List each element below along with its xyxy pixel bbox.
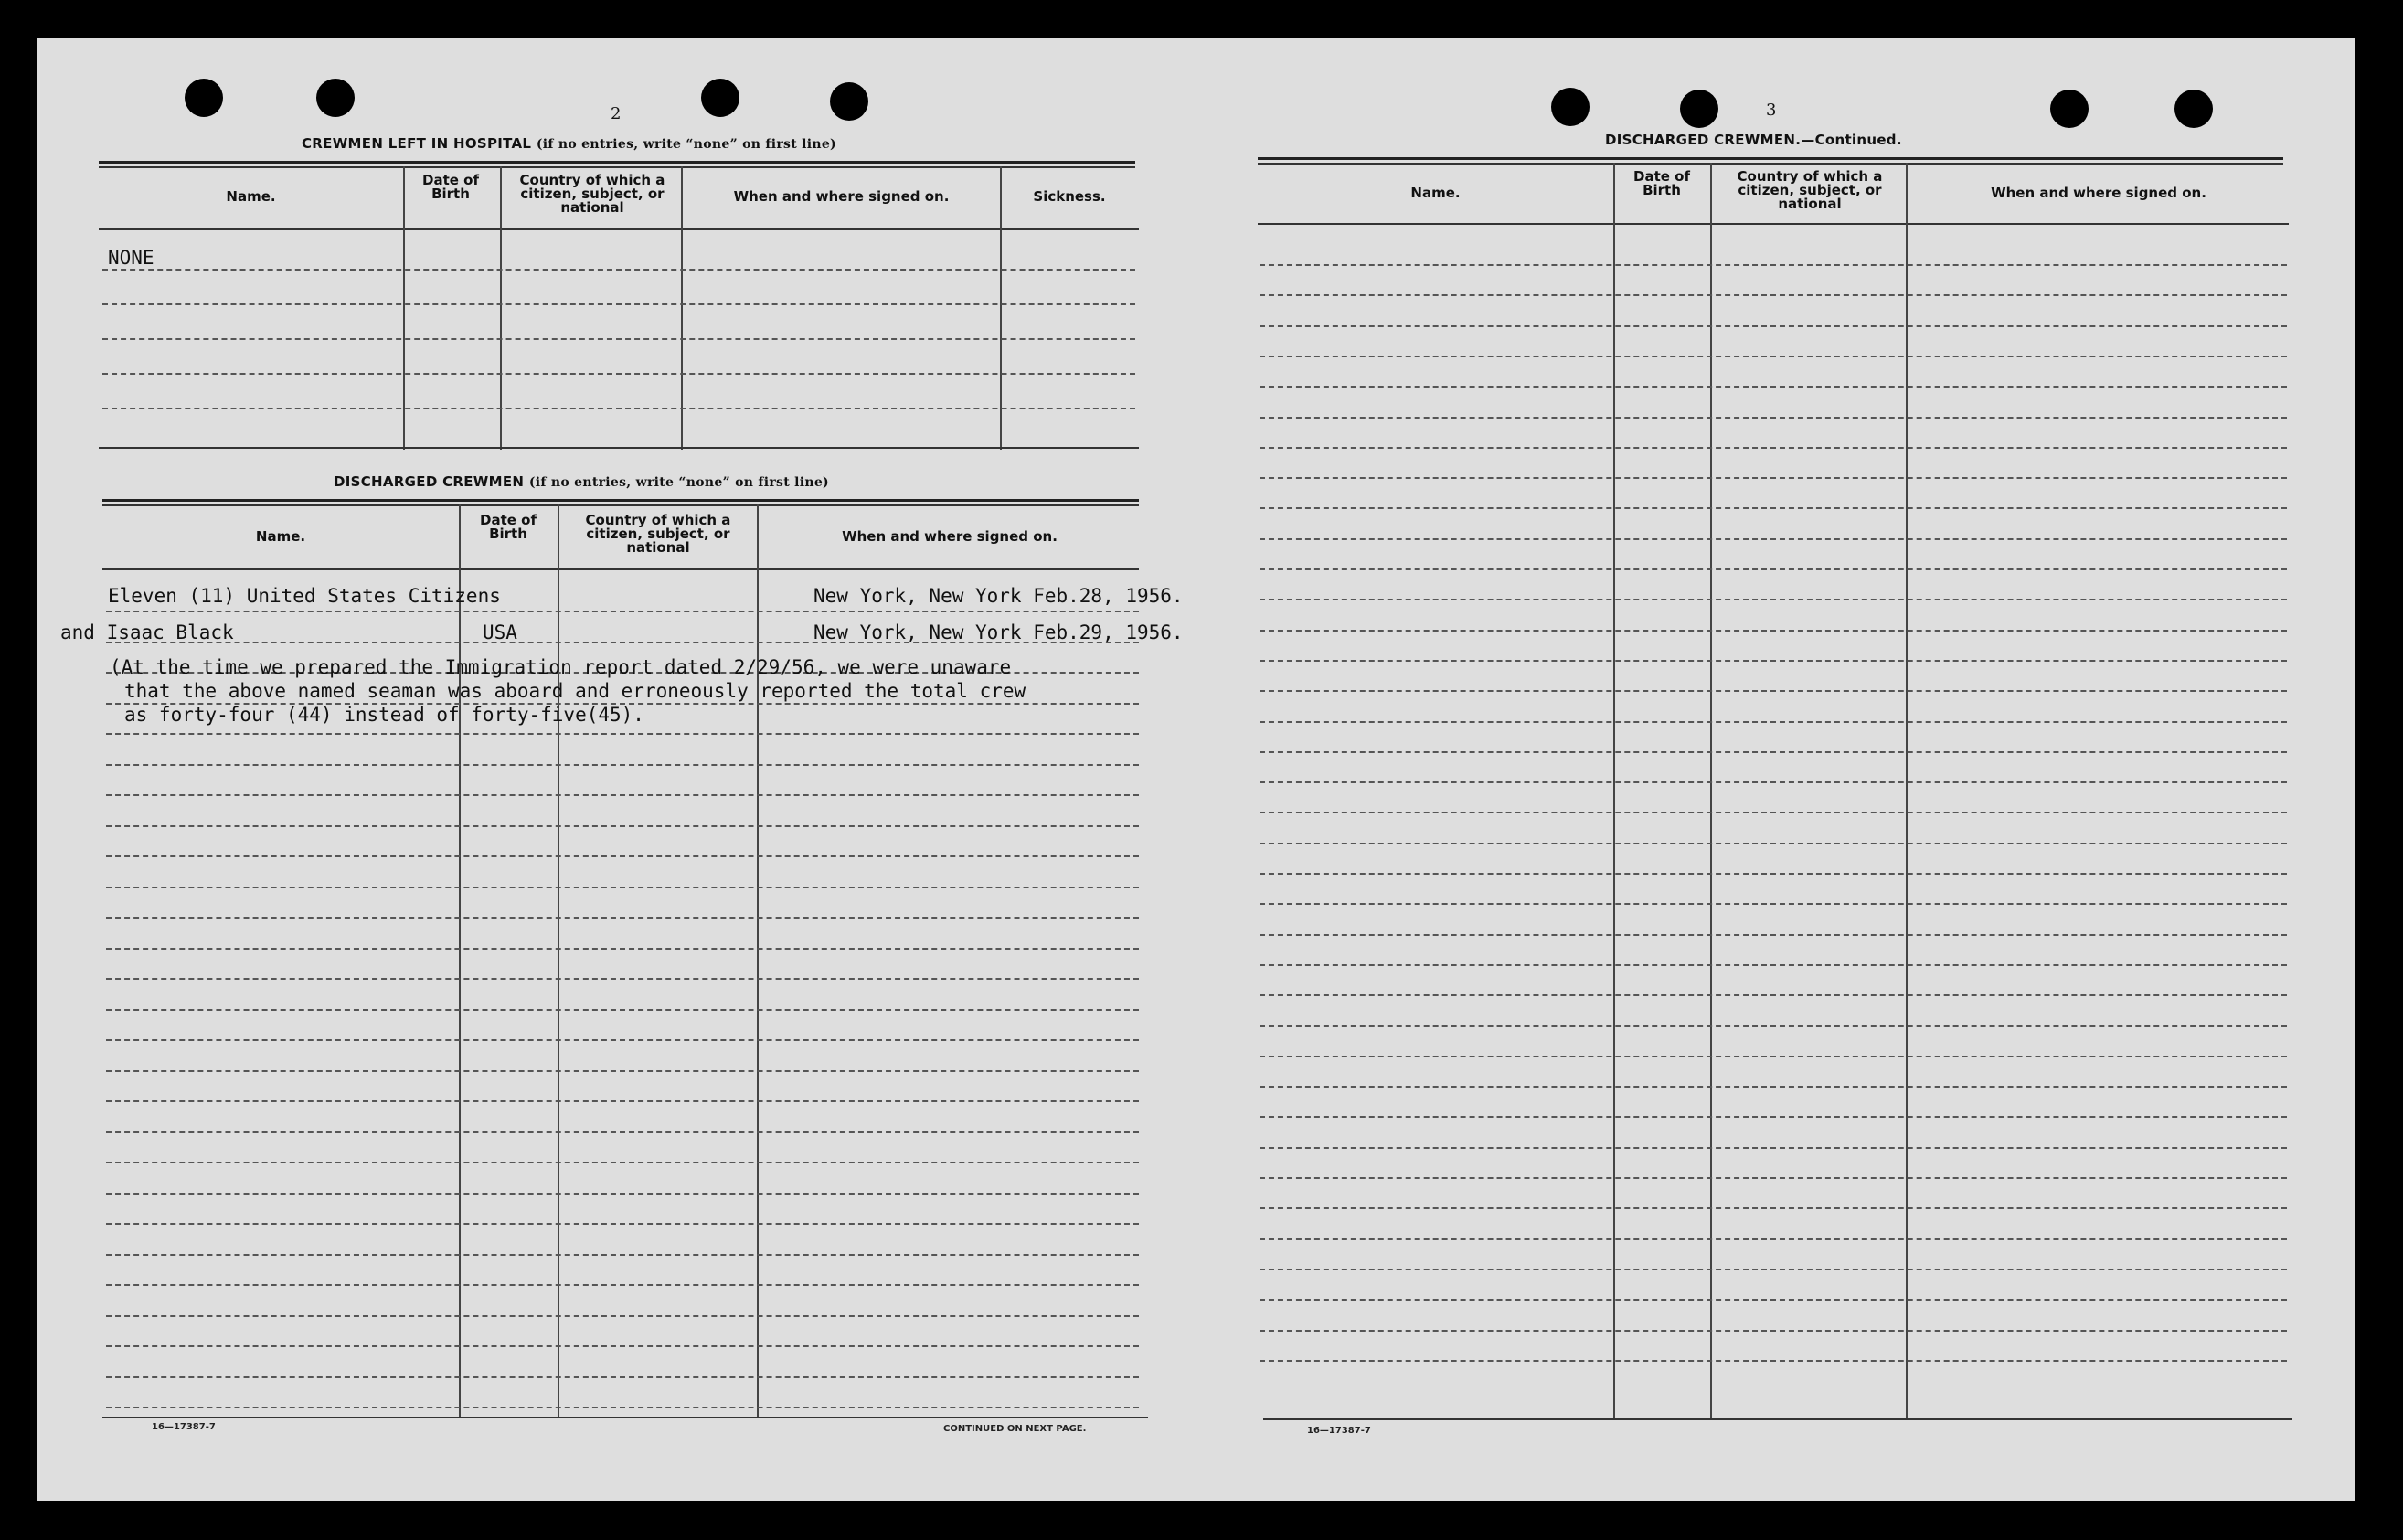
form-dotted-line (106, 917, 1139, 919)
form-dotted-line (1260, 264, 2287, 266)
hospital-title-note: (if no entries, write “none” on first line) (536, 137, 836, 152)
discharged-row2-country: USA (483, 621, 517, 643)
form-dotted-line (1260, 1360, 2287, 1362)
hospital-col-dob-header: Date of Birth (422, 172, 479, 202)
form-dotted-line (106, 611, 1139, 612)
form-dotted-line (102, 373, 1135, 375)
punch-hole (316, 79, 355, 117)
discharged-header-rule (102, 568, 1139, 570)
form-dotted-line (1260, 660, 2287, 662)
punch-hole (830, 82, 868, 121)
form-dotted-line (1260, 507, 2287, 509)
punch-hole (701, 79, 739, 117)
form-dotted-line (102, 303, 1135, 305)
right-col-dob-header: Date of Birth (1633, 168, 1690, 198)
right-col-when-header: When and where signed on. (1991, 185, 2206, 201)
discharged-col-name-header: Name. (255, 528, 306, 545)
discharged-note-line-3: as forty-four (44) instead of forty-five(45). (124, 704, 644, 726)
form-number-left: 16—17387-7 (152, 1422, 216, 1432)
hospital-col-when-header: When and where signed on. (733, 188, 950, 205)
form-dotted-line (106, 764, 1139, 766)
discharged-row2-name: and Isaac Black (60, 621, 234, 643)
form-dotted-line (1260, 447, 2287, 449)
right-col-divider (1906, 163, 1908, 1420)
form-dotted-line (106, 1407, 1139, 1408)
form-dotted-line (106, 1315, 1139, 1317)
form-dotted-line (1260, 325, 2287, 327)
discharged-row2-when-where: New York, New York Feb.29, 1956. (813, 621, 1184, 643)
right-col-divider (1710, 163, 1712, 1420)
punch-hole (2050, 90, 2089, 128)
form-dotted-line (1260, 812, 2287, 813)
form-dotted-line (1260, 599, 2287, 600)
hospital-top-rule-2 (99, 166, 1135, 168)
right-header-rule (1258, 223, 2289, 225)
form-dotted-line (106, 978, 1139, 980)
form-dotted-line (1260, 843, 2287, 844)
form-dotted-line (1260, 1086, 2287, 1088)
discharged-note-line-2: that the above named seaman was aboard and erroneously reported the total crew (124, 680, 1026, 702)
punch-hole (2174, 90, 2213, 128)
form-dotted-line (1260, 781, 2287, 783)
right-col-name-header: Name. (1410, 185, 1461, 201)
form-dotted-line (1260, 1207, 2287, 1209)
discharged-col-dob-header: Date of Birth (480, 512, 537, 542)
hospital-title-text: CREWMEN LEFT IN HOSPITAL (302, 135, 532, 152)
form-dotted-line (1260, 1025, 2287, 1027)
form-dotted-line (106, 1131, 1139, 1133)
form-dotted-line (106, 948, 1139, 950)
form-dotted-line (1260, 538, 2287, 540)
hospital-entry-none: NONE (108, 247, 154, 269)
form-sheet (37, 38, 2355, 1501)
right-col-divider (1613, 163, 1615, 1420)
form-dotted-line (1260, 356, 2287, 357)
form-dotted-line (1260, 903, 2287, 905)
form-dotted-line (102, 269, 1135, 271)
continued-note: CONTINUED ON NEXT PAGE. (943, 1424, 1087, 1434)
discharged-col-when-header: When and where signed on. (842, 528, 1058, 545)
hospital-col-name-header: Name. (226, 188, 276, 205)
form-dotted-line (1260, 294, 2287, 296)
right-bottom-rule (1263, 1418, 2292, 1420)
page-number-right: 3 (1766, 101, 1777, 120)
form-dotted-line (106, 1193, 1139, 1195)
form-dotted-line (1260, 1147, 2287, 1149)
punch-hole (185, 79, 223, 117)
form-dotted-line (1260, 386, 2287, 388)
discharged-section-title (334, 473, 829, 490)
form-dotted-line (1260, 1299, 2287, 1301)
form-dotted-line (106, 1070, 1139, 1072)
discharged-top-rule-2 (102, 504, 1139, 506)
hospital-header-rule (99, 228, 1139, 230)
hospital-col-sickness-header: Sickness. (1033, 188, 1106, 205)
form-dotted-line (106, 733, 1139, 735)
hospital-top-rule (99, 161, 1135, 164)
form-dotted-line (106, 1039, 1139, 1041)
form-number-right: 16—17387-7 (1307, 1426, 1371, 1436)
right-col-country-header: Country of which a citizen, subject, or national (1737, 168, 1883, 212)
form-dotted-line (1260, 568, 2287, 570)
form-dotted-line (106, 1254, 1139, 1256)
page-number-left: 2 (611, 104, 622, 123)
form-dotted-line (106, 887, 1139, 888)
form-dotted-line (1260, 751, 2287, 753)
form-dotted-line (1260, 964, 2287, 966)
form-dotted-line (106, 1009, 1139, 1011)
form-dotted-line (102, 408, 1135, 409)
right-top-rule-2 (1258, 163, 2283, 165)
form-dotted-line (1260, 690, 2287, 692)
form-dotted-line (106, 1223, 1139, 1225)
hospital-bottom-rule (99, 447, 1139, 449)
form-dotted-line (1260, 1177, 2287, 1179)
form-dotted-line (106, 1284, 1139, 1286)
discharged-note-line-1: (At the time we prepared the Immigration report dated 2/29/56, we were unaware (110, 656, 1012, 678)
form-dotted-line (106, 825, 1139, 827)
punch-hole (1680, 90, 1718, 128)
discharged-col-country-header: Country of which a citizen, subject, or national (585, 512, 731, 556)
discharged-title-text: DISCHARGED CREWMEN (334, 473, 525, 490)
discharged-row1-when-where: New York, New York Feb.28, 1956. (813, 585, 1184, 607)
form-dotted-line (106, 1345, 1139, 1347)
form-dotted-line (106, 855, 1139, 857)
form-dotted-line (102, 338, 1135, 340)
form-dotted-line (1260, 417, 2287, 419)
form-dotted-line (1260, 1238, 2287, 1240)
punch-hole (1551, 88, 1590, 126)
form-dotted-line (1260, 477, 2287, 479)
form-dotted-line (1260, 1116, 2287, 1118)
hospital-section-title (302, 135, 836, 152)
form-dotted-line (1260, 630, 2287, 632)
form-dotted-line (1260, 994, 2287, 996)
form-dotted-line (1260, 1330, 2287, 1332)
form-dotted-line (106, 1162, 1139, 1163)
right-section-title: DISCHARGED CREWMEN.—Continued. (1605, 132, 1902, 148)
discharged-title-note: (if no entries, write “none” on first line) (528, 475, 829, 490)
hospital-col-country-header: Country of which a citizen, subject, or national (519, 172, 665, 216)
form-dotted-line (106, 794, 1139, 796)
form-dotted-line (1260, 873, 2287, 875)
discharged-bottom-rule (102, 1417, 1148, 1418)
form-dotted-line (1260, 934, 2287, 936)
form-dotted-line (106, 1100, 1139, 1102)
form-dotted-line (1260, 1269, 2287, 1270)
form-dotted-line (106, 1376, 1139, 1378)
form-dotted-line (1260, 1056, 2287, 1057)
discharged-top-rule (102, 499, 1139, 502)
form-dotted-line (1260, 721, 2287, 723)
right-top-rule (1258, 157, 2283, 160)
discharged-row1-name: Eleven (11) United States Citizens (108, 585, 501, 607)
